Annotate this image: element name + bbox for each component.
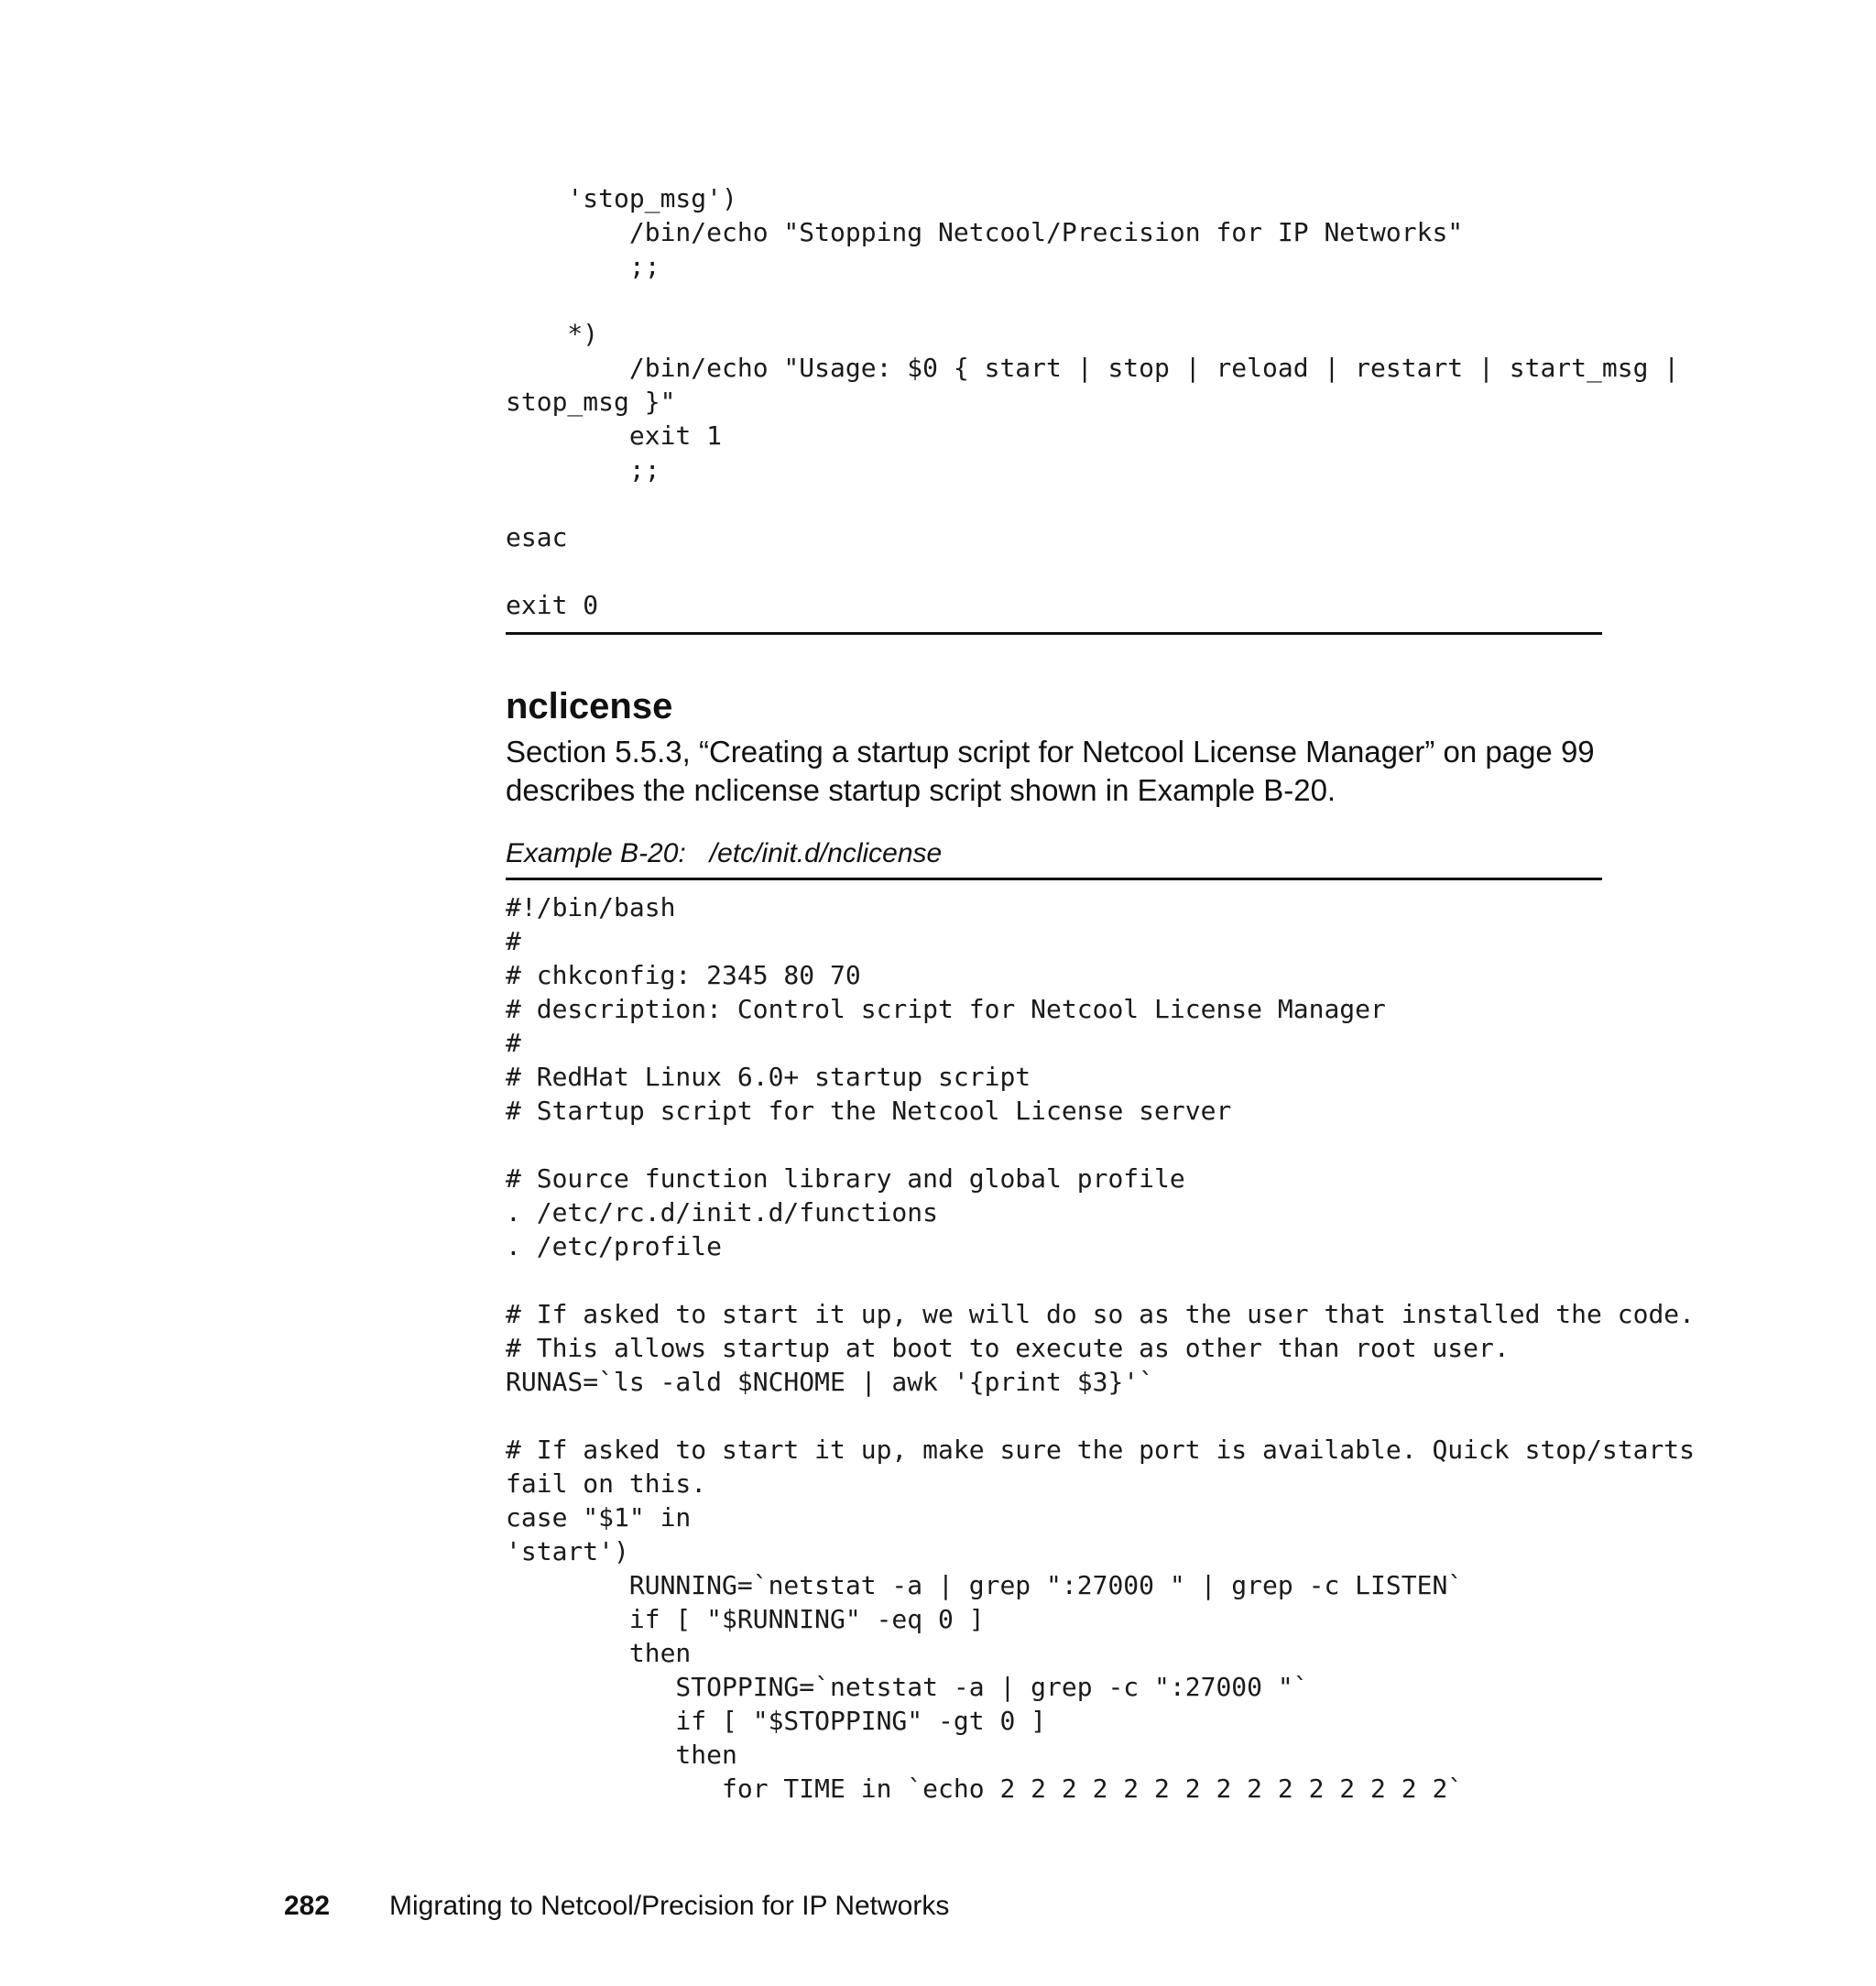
page-number: 282 <box>284 1891 331 1921</box>
example-caption <box>506 836 942 871</box>
code-line: /bin/echo "Stopping Netcool/Precision for IP Networks" <box>506 217 1464 247</box>
code-line: ;; <box>506 251 660 281</box>
code-end-rule <box>506 632 1602 635</box>
code-line: /bin/echo "Usage: $0 { start | stop | reload | restart | start_msg | <box>506 353 1680 383</box>
code-line: # RedHat Linux 6.0+ startup script <box>506 1062 1031 1092</box>
code-line: # <box>506 926 521 956</box>
code-line: # Startup script for the Netcool License server <box>506 1096 1232 1126</box>
code-line: RUNNING=`netstat -a | grep ":27000 " | grep -c LISTEN` <box>506 1570 1464 1600</box>
code-line: 'stop_msg') <box>506 183 737 213</box>
code-line: STOPPING=`netstat -a | grep -c ":27000 "` <box>506 1672 1309 1702</box>
code-line: RUNAS=`ls -ald $NCHOME | awk '{print $3}'` <box>506 1367 1155 1397</box>
code-listing-example <box>506 890 1695 1806</box>
code-line: exit 1 <box>506 420 723 451</box>
code-line: for TIME in `echo 2 2 2 2 2 2 2 2 2 2 2 2 2 2 2` <box>506 1773 1464 1804</box>
page-footer <box>284 1890 949 1923</box>
code-line: if [ "$RUNNING" -eq 0 ] <box>506 1604 985 1634</box>
code-line: exit 0 <box>506 590 599 620</box>
code-line: then <box>506 1638 692 1668</box>
book-title: Migrating to Netcool/Precision for IP Networks <box>389 1891 950 1921</box>
code-line: #!/bin/bash <box>506 892 676 922</box>
code-line: # If asked to start it up, make sure the port is available. Quick stop/starts <box>506 1435 1696 1465</box>
code-listing-continued <box>506 181 1679 622</box>
code-line: if [ "$STOPPING" -gt 0 ] <box>506 1706 1047 1736</box>
example-title: /etc/init.d/nclicense <box>709 838 943 868</box>
code-line: esac <box>506 522 568 552</box>
code-line: . /etc/profile <box>506 1231 723 1261</box>
code-line: *) <box>506 319 599 349</box>
code-line: stop_msg }" <box>506 387 676 417</box>
code-line: case "$1" in <box>506 1502 692 1533</box>
code-line: fail on this. <box>506 1468 707 1499</box>
example-label: Example B-20: <box>506 838 686 868</box>
example-start-rule <box>506 878 1602 880</box>
code-line: ;; <box>506 454 660 485</box>
code-line: # If asked to start it up, we will do so as the user that installed the code. <box>506 1299 1696 1329</box>
code-line: # This allows startup at boot to execute as other than root user. <box>506 1333 1510 1363</box>
section-paragraph: Section 5.5.3, “Creating a startup script for Netcool License Manager” on page 99 describes the nclicense startup script shown in Example B-20. <box>506 735 1595 807</box>
code-line: . /etc/rc.d/init.d/functions <box>506 1197 939 1228</box>
code-line: then <box>506 1740 737 1770</box>
code-line: # description: Control script for Netcool License Manager <box>506 994 1386 1024</box>
code-line: 'start') <box>506 1536 629 1566</box>
code-line: # Source function library and global profile <box>506 1163 1185 1194</box>
code-line: # <box>506 1028 521 1058</box>
section-heading: nclicense <box>506 686 673 726</box>
code-line: # chkconfig: 2345 80 70 <box>506 960 861 990</box>
